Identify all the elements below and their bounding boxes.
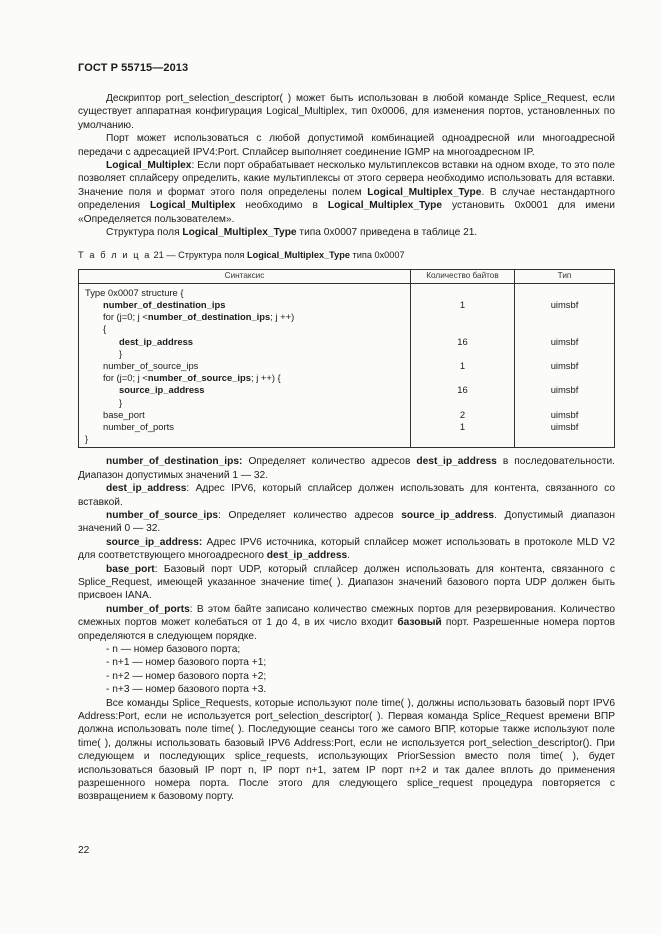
intro-paragraph-text: : Если порт обрабатывает несколько мультиплексов вставки на одном входе, то это поле позволяет сплайсеру определить, какие мультиплексы от этого сервера необходимо использовать для вставки. Значение поля и формат этого поля определены полем bbox=[78, 160, 615, 198]
intro-paragraph-bold-term: Logical_Multiplex bbox=[106, 160, 192, 172]
type-cell: uimsbf bbox=[550, 335, 579, 347]
byte-count-cell: 2 bbox=[459, 408, 466, 420]
syntax-bold-term: dest_ip_address bbox=[119, 335, 193, 347]
intro-paragraph-text: установить 0x0001 для имени «Определяется пользователем». bbox=[78, 200, 615, 225]
syntax-line bbox=[85, 360, 410, 372]
definition-paragraph-text: : В этом байте записано количество смежных портов для резервирования. Количество смежных портов может колебаться от 1 до 4, в их число входит bbox=[78, 603, 615, 629]
syntax-bold-term: number_of_source_ips bbox=[147, 372, 251, 384]
header-type: Тип bbox=[515, 269, 615, 283]
type-cell bbox=[515, 348, 614, 360]
byte-count-cell: 1 bbox=[459, 420, 466, 432]
syntax-line bbox=[85, 384, 410, 396]
definition-paragraph-bold-term: source_ip_address bbox=[401, 509, 495, 521]
intro-paragraph-bold-term: Logical_Multiplex bbox=[149, 200, 236, 212]
closing-paragraph-text: Все команды Splice_Requests, которые используют поле time( ), должны использовать базовый порт IPV6 Address:Port, если не используется port_selection_descriptor( ). Первая команда Splice_Request времени ВПР должна использовать поле time( ). Последующие сеансы того же самого ВПР, которые также используют поле time( ), должны использовать базовый IPV6 Address:Port, если не используется port_selection_descriptor(). При следующем и последующих splice_requests, использующих PriorSession вместо поля time( ), будет использоваться базовый IP порт n, IP порт n+1, затем IP порт n+2 и так далее вплоть до применения разрешенного номера порта. После этого для следующего splice_request процедура повторяется с возвращением к базовому порту. bbox=[78, 697, 615, 803]
intro-paragraph-text: необходимо в bbox=[235, 200, 328, 212]
byte-count-cell: 1 bbox=[459, 360, 466, 371]
syntax-line bbox=[85, 397, 410, 409]
caption-number: 21 bbox=[153, 250, 164, 261]
definition-paragraph-bold-term: number_of_ports bbox=[106, 603, 190, 615]
intro-paragraph-bold-term: Logical_Multiplex_Type bbox=[327, 200, 443, 212]
syntax-line bbox=[85, 433, 410, 445]
syntax-line bbox=[85, 311, 410, 323]
intro-section bbox=[78, 92, 615, 239]
definition-paragraph-text: : Определяет количество адресов bbox=[218, 509, 402, 521]
definition-paragraph-text: порт. Разрешенные номера портов определяются в следующем порядке. bbox=[78, 617, 615, 642]
type-cell: uimsbf bbox=[550, 408, 579, 420]
definition-paragraph-text: в последовательности. Диапазон допустимых значений 1 — 32. bbox=[78, 456, 616, 481]
type-cell bbox=[515, 397, 614, 409]
caption-suffix: типа 0x0007 bbox=[349, 250, 405, 261]
definition-paragraph bbox=[78, 536, 615, 563]
port-list-item: - n+2 — номер базового порта +2; bbox=[106, 670, 267, 682]
syntax-text: ; j ++) bbox=[270, 311, 295, 323]
definition-paragraph bbox=[78, 603, 615, 643]
intro-paragraph-text: . В случае нестандартного определения bbox=[78, 186, 615, 212]
syntax-bold-term: number_of_destination_ips bbox=[103, 299, 226, 311]
type-cell: uimsbf bbox=[550, 360, 579, 371]
type-cell bbox=[515, 287, 614, 299]
header-byte-count: Количество байтов bbox=[411, 269, 515, 283]
type-cell: uimsbf bbox=[550, 384, 579, 396]
syntax-line bbox=[85, 323, 410, 335]
standard-header: ГОСТ Р 55715—2013 bbox=[78, 62, 189, 74]
type-column bbox=[515, 283, 615, 447]
definition-paragraph bbox=[78, 482, 615, 509]
byte-count-cell: 1 bbox=[459, 299, 466, 311]
syntax-text: } bbox=[119, 347, 123, 359]
byte-count-cell bbox=[411, 433, 514, 445]
closing-section bbox=[78, 697, 615, 804]
byte-count-cell bbox=[411, 372, 514, 384]
byte-count-cell bbox=[411, 348, 514, 360]
intro-paragraph-bold-term: Logical_Multiplex_Type bbox=[367, 186, 482, 198]
header-syntax: Синтаксис bbox=[79, 269, 411, 283]
syntax-text: for (j=0; j < bbox=[103, 372, 148, 384]
syntax-text: } bbox=[119, 396, 123, 408]
syntax-text: ; j ++) { bbox=[250, 372, 281, 384]
document-body bbox=[78, 92, 615, 804]
intro-paragraph-text: Структура поля bbox=[106, 227, 183, 239]
definition-paragraph-text: : Базовый порт UDP, который сплайсер должен использовать для контента, связанного с Splice_Request, имеющей указанное значение time( ). Диапазон значений базового порта UDP должен быть присвоен IANA. bbox=[78, 563, 615, 602]
definition-paragraph-bold-term: number_of_destination_ips: bbox=[106, 456, 243, 468]
caption-text: Структура поля bbox=[178, 250, 247, 261]
syntax-bold-term: source_ip_address bbox=[119, 384, 205, 396]
definition-paragraph-bold-term: dest_ip_address bbox=[106, 483, 187, 495]
byte-count-cell bbox=[411, 287, 514, 299]
type-cell: uimsbf bbox=[550, 420, 579, 432]
type-cell bbox=[515, 311, 614, 323]
definition-paragraph-text: : Адрес IPV6, который сплайсер должен использовать для контента, связанного со вставкой. bbox=[78, 483, 615, 508]
syntax-line bbox=[85, 336, 410, 348]
definition-paragraph-bold-term: number_of_source_ips bbox=[106, 509, 219, 521]
intro-paragraph-text: Порт может использоваться с любой допустимой комбинацией одноадресной или многоадресной передачи с адресацией IPV4:Port. Сплайсер выполняет соединение IGMP на многоадресном IP. bbox=[78, 133, 615, 158]
intro-paragraph bbox=[78, 92, 615, 132]
byte-count-column bbox=[411, 283, 515, 447]
table-body-row bbox=[79, 283, 615, 447]
type-cell bbox=[515, 433, 614, 445]
definition-paragraph-bold-term: dest_ip_address bbox=[416, 456, 497, 468]
closing-paragraph bbox=[78, 697, 615, 804]
definition-paragraph-text: . bbox=[347, 550, 351, 562]
syntax-text: for (j=0; j < bbox=[103, 311, 148, 323]
caption-label: Т а б л и ц а bbox=[78, 250, 151, 261]
syntax-line bbox=[85, 287, 410, 299]
definition-paragraph bbox=[78, 563, 615, 603]
port-list-item: - n+3 — номер базового порта +3. bbox=[106, 684, 267, 696]
byte-count-cell bbox=[411, 311, 514, 323]
syntax-text: number_of_source_ips bbox=[103, 360, 199, 371]
page-number: 22 bbox=[78, 845, 90, 856]
caption-field: Logical_Multiplex_Type bbox=[246, 250, 350, 261]
syntax-line bbox=[85, 421, 410, 433]
caption-dash: — bbox=[163, 250, 179, 261]
port-list-item: - n+1 — номер базового порта +1; bbox=[106, 657, 267, 669]
field-definitions bbox=[78, 455, 615, 643]
intro-paragraph-text: типа 0x0007 приведена в таблице 21. bbox=[296, 227, 478, 239]
intro-paragraph-bold-term: Logical_Multiplex_Type bbox=[182, 227, 297, 239]
syntax-text: base_port bbox=[103, 408, 145, 420]
type-cell bbox=[515, 323, 614, 335]
definition-paragraph bbox=[78, 455, 615, 482]
syntax-column bbox=[79, 283, 411, 447]
structure-table bbox=[78, 269, 615, 448]
syntax-text: } bbox=[85, 433, 89, 445]
port-list bbox=[78, 643, 615, 697]
syntax-line bbox=[85, 299, 410, 311]
definition-paragraph-text: Адрес IPV6 источника, который сплайсер может использовать в протоколе MLD V2 для соответствующего многоадресного bbox=[78, 536, 615, 562]
syntax-line bbox=[85, 372, 410, 384]
syntax-text: { bbox=[103, 323, 107, 335]
byte-count-cell bbox=[411, 397, 514, 409]
definition-paragraph-text: . Допустимый диапазон значений 0 — 32. bbox=[78, 509, 615, 535]
definition-paragraph-bold-term: base_port bbox=[106, 563, 155, 575]
definition-paragraph bbox=[78, 509, 615, 536]
byte-count-cell bbox=[411, 323, 514, 335]
type-cell bbox=[515, 372, 614, 384]
definition-paragraph-text: Определяет количество адресов bbox=[242, 456, 417, 468]
syntax-text: Type 0x0007 structure { bbox=[85, 286, 184, 298]
intro-paragraph-text: Дескриптор port_selection_descriptor( ) может быть использован в любой команде Splice_Request, если существует аппаратная конфигурация Logical_Multiplex, тип 0x0006, для изменения портов, установленных по умолчанию. bbox=[78, 93, 615, 131]
syntax-line bbox=[85, 348, 410, 360]
table-caption bbox=[78, 249, 615, 262]
intro-paragraph bbox=[78, 226, 615, 239]
table-header-row bbox=[79, 269, 615, 283]
syntax-bold-term: number_of_destination_ips bbox=[147, 311, 271, 323]
definition-paragraph-bold-term: dest_ip_address bbox=[266, 550, 348, 562]
byte-count-cell: 16 bbox=[457, 335, 468, 347]
syntax-text: number_of_ports bbox=[103, 420, 174, 432]
definition-paragraph-bold-term: базовый bbox=[397, 617, 442, 629]
definition-paragraph-bold-term: source_ip_address: bbox=[106, 536, 203, 548]
syntax-line bbox=[85, 409, 410, 421]
port-list-item: - n — номер базового порта; bbox=[106, 644, 241, 655]
intro-paragraph bbox=[78, 159, 615, 226]
byte-count-cell: 16 bbox=[457, 384, 468, 396]
type-cell: uimsbf bbox=[550, 299, 579, 311]
intro-paragraph bbox=[78, 132, 615, 159]
